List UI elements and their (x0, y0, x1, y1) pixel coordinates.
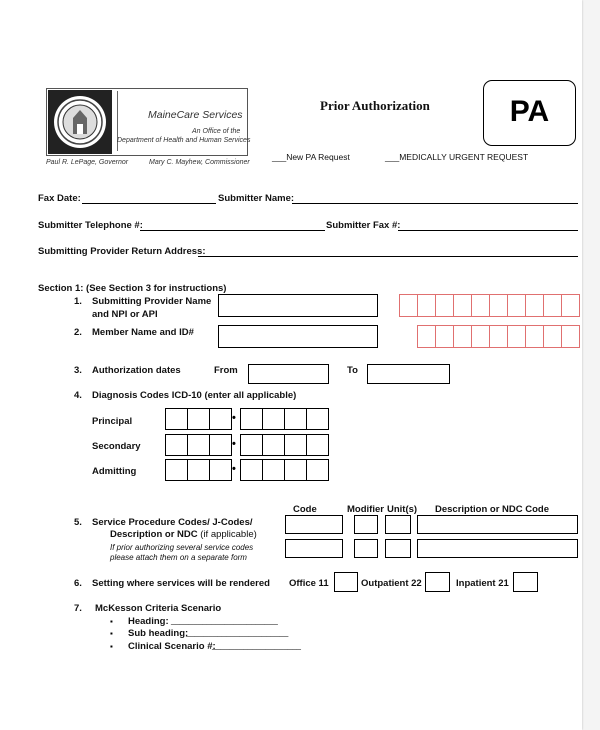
member-id-digit-cell[interactable] (525, 325, 544, 348)
member-id-digit-cell[interactable] (435, 325, 454, 348)
pa-badge (483, 80, 576, 146)
fax-date-label: Fax Date: (38, 193, 81, 204)
outpatient-checkbox[interactable] (425, 572, 450, 592)
member-name-input[interactable] (218, 325, 378, 348)
npi-digit-cell[interactable] (399, 294, 418, 317)
npi-digit-cell[interactable] (507, 294, 526, 317)
icd-decimal-separator: • (232, 463, 236, 475)
icd-code-cell[interactable] (165, 434, 188, 456)
heading-field[interactable]: ________________________ (171, 616, 278, 625)
col-desc-header: Description or NDC Code (435, 504, 550, 515)
item2-number: 2. (74, 327, 82, 338)
icd-code-cell[interactable] (262, 434, 285, 456)
icd-code-cell[interactable] (306, 408, 329, 430)
subheading-field[interactable]: _______________________ (186, 628, 289, 637)
submitter-phone-field[interactable] (140, 230, 325, 231)
return-address-field[interactable] (198, 256, 578, 257)
icd-code-cell[interactable] (187, 408, 210, 430)
npi-digit-cell[interactable] (417, 294, 436, 317)
section1-heading: Section 1: (See Section 3 for instructions) (38, 283, 227, 294)
to-date-input[interactable] (367, 364, 450, 384)
member-id-digit-cell[interactable] (543, 325, 562, 348)
item1-number: 1. (74, 296, 82, 307)
icd-code-cell[interactable] (306, 459, 329, 481)
bullet-icon: ▪ (110, 642, 113, 651)
npi-digit-cell[interactable] (453, 294, 472, 317)
service-label-1: Service Procedure Codes/ J-Codes/ (92, 517, 253, 528)
form-title: Prior Authorization (320, 98, 430, 113)
office-line-2: Department of Health and Human Services (117, 137, 251, 144)
provider-label-2: and NPI or API (92, 309, 158, 320)
npi-digit-cell[interactable] (471, 294, 490, 317)
npi-digit-cell[interactable] (543, 294, 562, 317)
secondary-label: Secondary (92, 441, 141, 452)
icd-code-cell[interactable] (209, 434, 232, 456)
admitting-label: Admitting (92, 466, 137, 477)
service-note-2: please attach them on a separate form (110, 553, 247, 562)
commissioner-name: Mary C. Mayhew, Commissioner (149, 159, 250, 166)
icd-code-cell[interactable] (187, 459, 210, 481)
npi-digit-cell[interactable] (489, 294, 508, 317)
description-input-2[interactable] (417, 539, 578, 558)
member-id-digit-cell[interactable] (489, 325, 508, 348)
new-pa-request[interactable] (272, 152, 350, 163)
member-id-digit-cell[interactable] (453, 325, 472, 348)
icd-code-cell[interactable] (165, 408, 188, 430)
urgent-request[interactable] (385, 152, 528, 163)
npi-digit-cell[interactable] (561, 294, 580, 317)
outpatient-label: Outpatient 22 (361, 578, 422, 589)
service-code-input-1[interactable] (285, 515, 343, 534)
agency-name: MaineCare Services (148, 109, 243, 121)
auth-dates-label: Authorization dates (92, 365, 181, 376)
member-id-digit-cell[interactable] (417, 325, 436, 348)
from-label: From (214, 365, 238, 376)
from-date-input[interactable] (248, 364, 329, 384)
bullet-icon: ▪ (110, 617, 113, 626)
col-code-header: Code (293, 504, 317, 515)
new-pa-request-blank[interactable]: ___ (272, 152, 287, 162)
npi-digit-cell[interactable] (525, 294, 544, 317)
service-note-1: If prior authorizing several service codes (110, 543, 254, 552)
member-id-digit-cell[interactable] (507, 325, 526, 348)
units-input-1[interactable] (385, 515, 411, 534)
new-pa-request-label: New PA Request (286, 152, 350, 162)
icd-code-cell[interactable] (284, 408, 307, 430)
icd-code-cell[interactable] (240, 459, 263, 481)
npi-digit-cell[interactable] (435, 294, 454, 317)
service-label-2-bold: Description or NDC (110, 529, 198, 540)
urgent-request-blank[interactable]: ___ (385, 152, 400, 162)
diagnosis-label: Diagnosis Codes ICD-10 (enter all applicable) (92, 390, 297, 401)
submitter-name-field[interactable] (292, 203, 578, 204)
principal-label: Principal (92, 416, 133, 427)
urgent-request-label: MEDICALLY URGENT REQUEST (399, 152, 529, 162)
icd-code-cell[interactable] (306, 434, 329, 456)
inpatient-checkbox[interactable] (513, 572, 538, 592)
icd-decimal-separator: • (232, 412, 236, 424)
service-label-2-rest: (if applicable) (197, 529, 257, 540)
icd-code-cell[interactable] (209, 408, 232, 430)
fax-date-field[interactable] (82, 203, 216, 204)
service-code-input-2[interactable] (285, 539, 343, 558)
description-input-1[interactable] (417, 515, 578, 534)
col-modifier-header: Modifier (347, 504, 384, 515)
provider-label-1: Submitting Provider Name (92, 296, 212, 307)
pa-badge-text: PA (509, 95, 550, 128)
icd-code-cell[interactable] (284, 434, 307, 456)
member-id-digit-cell[interactable] (471, 325, 490, 348)
units-input-2[interactable] (385, 539, 411, 558)
clinical-scenario-field[interactable]: ____________________ (212, 641, 301, 650)
icd-code-cell[interactable] (240, 434, 263, 456)
clinical-scenario-label: Clinical Scenario #: (128, 641, 216, 652)
mckesson-label: McKesson Criteria Scenario (95, 603, 222, 614)
icd-code-cell[interactable] (187, 434, 210, 456)
return-address-label: Submitting Provider Return Address: (38, 246, 206, 257)
office-label: Office 11 (289, 578, 329, 589)
member-id-digit-cell[interactable] (561, 325, 580, 348)
submitter-fax-field[interactable] (398, 230, 578, 231)
office-line-1: An Office of the (192, 128, 241, 135)
icd-code-cell[interactable] (240, 408, 263, 430)
icd-code-cell[interactable] (284, 459, 307, 481)
governor-name: Paul R. LePage, Governor (46, 159, 129, 166)
icd-code-cell[interactable] (262, 408, 285, 430)
icd-code-cell[interactable] (165, 459, 188, 481)
inpatient-label: Inpatient 21 (456, 578, 509, 589)
subheading-label: Sub heading: (128, 628, 189, 639)
submitter-name-label: Submitter Name: (218, 193, 295, 204)
state-seal-icon (48, 90, 112, 154)
col-units-header: Unit(s) (387, 504, 418, 515)
item4-number: 4. (74, 390, 82, 401)
icd-code-cell[interactable] (262, 459, 285, 481)
member-label: Member Name and ID# (92, 327, 194, 338)
modifier-input-2[interactable] (354, 539, 378, 558)
item7-number: 7. (74, 603, 82, 614)
item3-number: 3. (74, 365, 82, 376)
submitter-phone-label: Submitter Telephone #: (38, 220, 143, 231)
icd-decimal-separator: • (232, 438, 236, 450)
item6-number: 6. (74, 578, 82, 589)
modifier-input-1[interactable] (354, 515, 378, 534)
icd-code-cell[interactable] (209, 459, 232, 481)
item5-number: 5. (74, 517, 82, 528)
heading-label: Heading: (128, 616, 169, 627)
service-label-2 (110, 529, 257, 540)
provider-name-input[interactable] (218, 294, 378, 317)
office-checkbox[interactable] (334, 572, 358, 592)
submitter-fax-label: Submitter Fax #: (326, 220, 401, 231)
to-label: To (347, 365, 358, 376)
setting-label: Setting where services will be rendered (92, 578, 270, 589)
bullet-icon: ▪ (110, 629, 113, 638)
